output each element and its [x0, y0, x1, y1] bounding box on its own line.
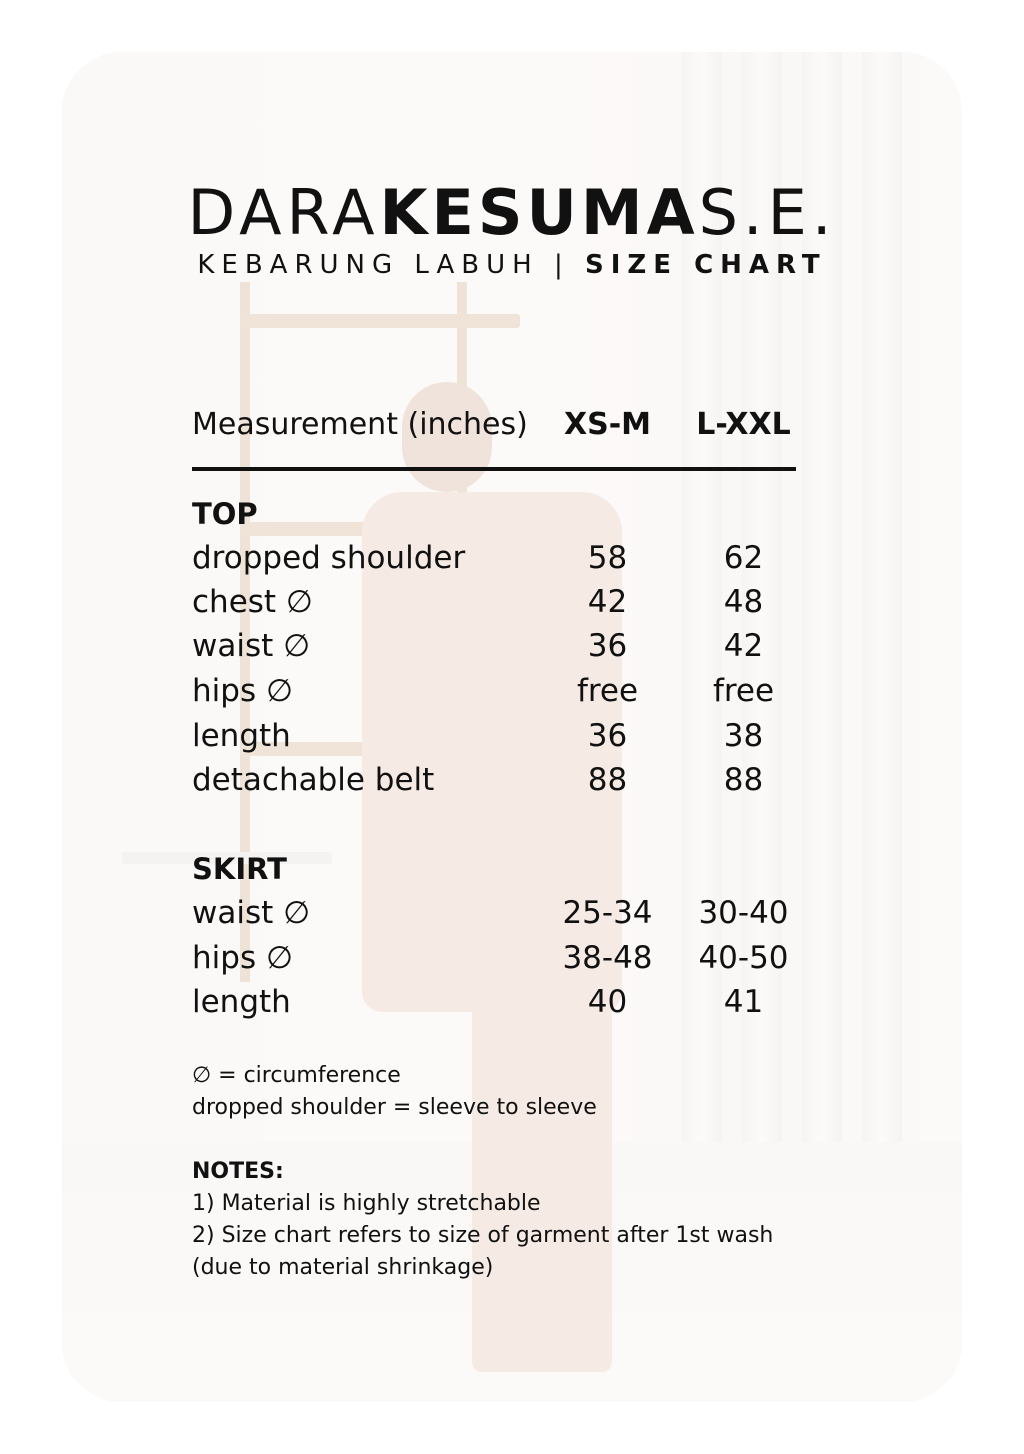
value-xs-m: 25-34	[562, 895, 653, 931]
value-l-xxl: 48	[723, 584, 764, 620]
table-row	[0, 536, 1024, 580]
value-xs-m: 36	[587, 628, 628, 664]
size-header-l-xxl: L-XXL	[696, 407, 791, 442]
value-xs-m: free	[576, 673, 639, 709]
row-label: chest ∅	[192, 584, 313, 620]
value-xs-m: 36	[587, 718, 628, 754]
value-l-xxl: 42	[723, 628, 764, 664]
table-row	[0, 669, 1024, 713]
row-label: hips ∅	[192, 673, 293, 709]
value-xs-m: 38-48	[562, 940, 653, 976]
value-xs-m: 58	[587, 540, 628, 576]
note-item: 1) Material is highly stretchable	[192, 1191, 541, 1216]
legend-shoulder: dropped shoulder = sleeve to sleeve	[192, 1095, 597, 1120]
brand-logo	[0, 178, 1024, 248]
section-title-skirt: SKIRT	[192, 852, 287, 886]
row-label: length	[192, 984, 291, 1020]
value-xs-m: 40	[587, 984, 628, 1020]
row-label: waist ∅	[192, 628, 311, 664]
subtitle	[0, 248, 1024, 282]
brand-part-2: S.E.	[698, 176, 837, 249]
brand-part-1: DARA	[187, 176, 380, 249]
row-label: waist ∅	[192, 895, 311, 931]
section-title-top: TOP	[192, 497, 258, 531]
table-row	[0, 980, 1024, 1024]
size-header-xs-m: XS-M	[563, 407, 652, 442]
table-row	[0, 714, 1024, 758]
table-row	[0, 624, 1024, 668]
subtitle-separator: |	[553, 250, 570, 280]
notes-title: NOTES:	[192, 1159, 284, 1184]
value-l-xxl: 30-40	[698, 895, 789, 931]
value-l-xxl: 40-50	[698, 940, 789, 976]
row-label: length	[192, 718, 291, 754]
chart-title: SIZE CHART	[585, 250, 827, 280]
table-row	[0, 758, 1024, 802]
value-xs-m: 42	[587, 584, 628, 620]
value-l-xxl: 38	[723, 718, 764, 754]
header-divider	[192, 467, 796, 471]
value-l-xxl: free	[712, 673, 775, 709]
value-l-xxl: 88	[723, 762, 764, 798]
value-xs-m: 88	[587, 762, 628, 798]
brand-part-bold: KESUMA	[379, 176, 699, 249]
value-l-xxl: 62	[723, 540, 764, 576]
row-label: detachable belt	[192, 762, 435, 798]
legend-circumference: ∅ = circumference	[192, 1063, 401, 1088]
value-l-xxl: 41	[723, 984, 764, 1020]
table-row	[0, 936, 1024, 980]
row-label: hips ∅	[192, 940, 293, 976]
product-name: KEBARUNG LABUH	[197, 250, 539, 280]
row-label: dropped shoulder	[192, 540, 466, 576]
note-item: 2) Size chart refers to size of garment after 1st wash	[192, 1223, 774, 1248]
measurement-header: Measurement (inches)	[192, 407, 528, 442]
table-row	[0, 891, 1024, 935]
table-row	[0, 580, 1024, 624]
note-item: (due to material shrinkage)	[192, 1255, 494, 1280]
